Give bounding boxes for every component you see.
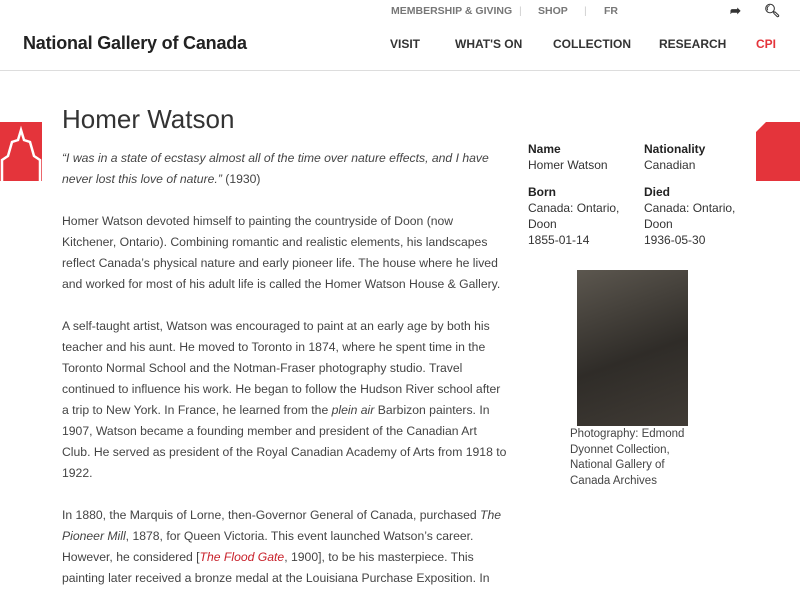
- site-logo[interactable]: National Gallery of Canada: [23, 33, 247, 53]
- text: , 1878, for Queen Victoria. This event launched Watson’s career. However, he considered [: [62, 529, 474, 564]
- cpi-tab-right[interactable]: [756, 122, 800, 181]
- membership-link[interactable]: MEMBERSHIP & GIVING: [391, 5, 513, 17]
- nationality-value: Canadian: [644, 158, 696, 172]
- died-label: Died: [644, 185, 671, 199]
- text: Barbizon painters. In 1907, Watson became a founding member and president of the Canadian Art Club. He served as president of the Royal Canadian Academy of Arts from 1918 to 1922.: [62, 403, 507, 480]
- share-icon[interactable]: ➦: [730, 3, 741, 18]
- nav-collection[interactable]: COLLECTION: [553, 37, 631, 51]
- photo-caption: Photography: Edmond Dyonnet Collection, National Gallery of Canada Archives: [570, 428, 685, 487]
- born-place: Canada: Ontario, Doon: [528, 201, 620, 231]
- paragraph: [62, 505, 508, 589]
- building-icon: [0, 122, 42, 181]
- divider: |: [584, 5, 587, 17]
- cpi-tab-left[interactable]: [0, 122, 42, 181]
- quote: [62, 148, 508, 190]
- language-fr-link[interactable]: FR: [604, 5, 618, 17]
- nationality-label: Nationality: [644, 142, 706, 156]
- text: A self-taught artist, Watson was encouraged to paint at an early age by both his teacher and his aunt. He moved to Toronto in 1874, where he spent time in the Toronto Normal School and the Notman-Fraser photography studio. Travel continued to influence his work. He began to follow the Hudson River school after a trip to New York. In France, he learned from the: [62, 319, 501, 417]
- nav-research[interactable]: RESEARCH: [659, 37, 727, 51]
- nav-cpi[interactable]: CPI: [756, 37, 777, 51]
- paragraph: [62, 316, 508, 484]
- divider: |: [519, 5, 522, 17]
- search-icon[interactable]: 🔍︎: [764, 3, 781, 18]
- paragraph: Homer Watson devoted himself to painting the countryside of Doon (now Kitchener, Ontario). Combining romantic and realistic elements, his landscapes reflect Canada’s physical nature and early pioneer life. The house where he lived and worked for most of his adult life is called the Homer Watson House & Gallery.: [62, 214, 501, 291]
- header-divider: [0, 70, 800, 71]
- nav-whats-on[interactable]: WHAT'S ON: [455, 37, 523, 51]
- name-label: Name: [528, 142, 561, 156]
- born-date: 1855-01-14: [528, 233, 590, 247]
- text: plein air: [331, 403, 375, 417]
- page-title: Homer Watson: [62, 104, 235, 134]
- quote-text: “I was in a state of ecstasy almost all of the time over nature effects, and I have never lost this love of nature.”: [62, 151, 489, 186]
- name-value: Homer Watson: [528, 158, 608, 172]
- born-label: Born: [528, 185, 556, 199]
- utility-nav: [0, 5, 800, 19]
- died-place: Canada: Ontario, Doon: [644, 201, 736, 231]
- biography: [62, 148, 508, 610]
- died-date: 1936-05-30: [644, 233, 706, 247]
- quote-year: (1930): [221, 172, 261, 186]
- artist-portrait: [577, 270, 688, 426]
- nav-visit[interactable]: VISIT: [390, 37, 421, 51]
- flood-gate-link[interactable]: The Flood Gate: [199, 550, 285, 564]
- text: The Pioneer Mill: [62, 508, 502, 543]
- shop-link[interactable]: SHOP: [538, 5, 568, 17]
- text: , 1900], to be his masterpiece. This painting later received a bronze medal at the Louisiana Purchase Exposition. In: [62, 550, 490, 585]
- text: In 1880, the Marquis of Lorne, then-Governor General of Canada, purchased: [62, 508, 481, 522]
